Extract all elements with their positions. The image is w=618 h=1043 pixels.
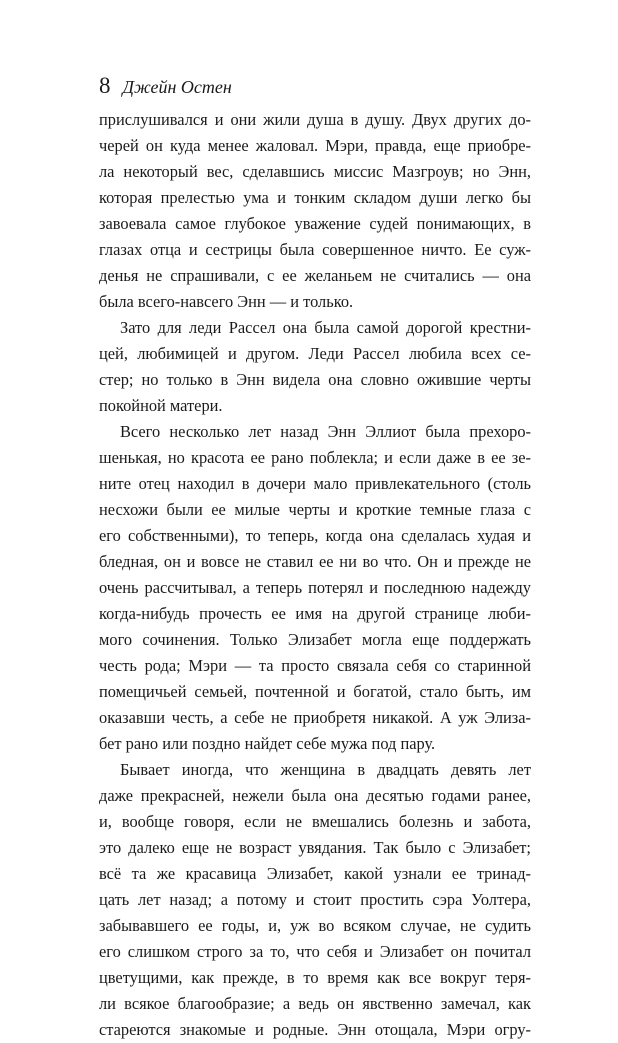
text-line: прислушивался и они жили душа в душу. Двух других до- — [99, 110, 531, 129]
text-line: цей, любимицей и другом. Леди Рассел любила всех се- — [99, 344, 531, 363]
text-line: оказавши честь, а себе не приобретя никакой. А уж Элиза- — [99, 708, 531, 727]
text-line: всё та же красавица Элизабет, какой узнали ее тринад- — [99, 864, 531, 883]
text-line: цать лет назад; а потому и стоит простить сэра Уолтера, — [99, 890, 531, 909]
text-line: его собственными), то теперь, когда она сделалась худая и — [99, 526, 531, 545]
text-line: бет рано или поздно найдет себе мужа под пару. — [99, 734, 436, 753]
text-line: даже прекрасней, нежели была она десятью годами ранее, — [99, 786, 531, 805]
text-line: завоевала самое глубокое уважение судей понимающих, в — [99, 214, 531, 233]
text-line: бледная, он и вовсе не ставил ее ни во что. Он и прежде не — [99, 552, 531, 571]
text-line: честь рода; Мэри — та просто связала себя со старинной — [99, 656, 531, 675]
text-line: была всего-навсего Энн — и только. — [99, 292, 354, 311]
text-line: цветущими, как прежде, в то время как все вокруг теря- — [99, 968, 531, 987]
text-line: забывавшего ее годы, и, уж во всяком случае, не судить — [99, 916, 531, 935]
text-line: ните отец находил в дочери мало привлекательного (столь — [99, 474, 531, 493]
text-line: ли всякое благообразие; а ведь он явственно замечал, как — [99, 994, 531, 1013]
text-line: покойной матери. — [99, 396, 223, 415]
text-line: Бывает иногда, что женщина в двадцать девять лет — [120, 760, 531, 779]
running-head-author: Джейн Остен — [122, 77, 232, 97]
text-line: его слишком строго за то, что себя и Элизабет он почитал — [99, 942, 531, 961]
text-line: ла некоторый вес, сделавшись миссис Мазгроув; но Энн, — [99, 162, 531, 181]
text-line: денья не спрашивали, с ее желаньем не считались — она — [99, 266, 531, 285]
text-line: и, вообще говоря, если не вмешались болезнь и забота, — [99, 812, 531, 831]
text-line: стареются знакомые и родные. Энн отощала, Мэри огру- — [99, 1020, 531, 1039]
text-line: которая прелестью ума и тонким складом души легко бы — [99, 188, 531, 207]
text-line: Всего несколько лет назад Энн Эллиот была прехоро- — [120, 422, 531, 441]
body-text — [99, 107, 531, 1043]
text-line: очень рассчитывал, а теперь потерял и последнюю надежду — [99, 578, 531, 597]
page-number: 8 — [99, 73, 111, 98]
text-line: глазах отца и сестрицы была совершенное ничто. Ее суж- — [99, 240, 531, 259]
text-line: черей он куда менее жаловал. Мэри, правда, еще приобре- — [99, 136, 531, 155]
text-line: мого сочинения. Только Элизабет могла еще поддержать — [99, 630, 531, 649]
text-line: это далеко еще не возраст увядания. Так было с Элизабет; — [99, 838, 531, 857]
text-line: несхожи были ее милые черты и кроткие темные глаза с — [99, 500, 531, 519]
text-line: помещичьей семьей, почтенной и богатой, стало быть, им — [99, 682, 531, 701]
text-line: когда-нибудь прочесть ее имя на другой странице люби- — [99, 604, 531, 623]
text-line: шенькая, но красота ее рано поблекла; и если даже в ее зе- — [99, 448, 531, 467]
text-line: Зато для леди Рассел она была самой дорогой крестни- — [120, 318, 531, 337]
text-line: стер; но только в Энн видела она словно ожившие черты — [99, 370, 531, 389]
running-head — [99, 74, 232, 97]
